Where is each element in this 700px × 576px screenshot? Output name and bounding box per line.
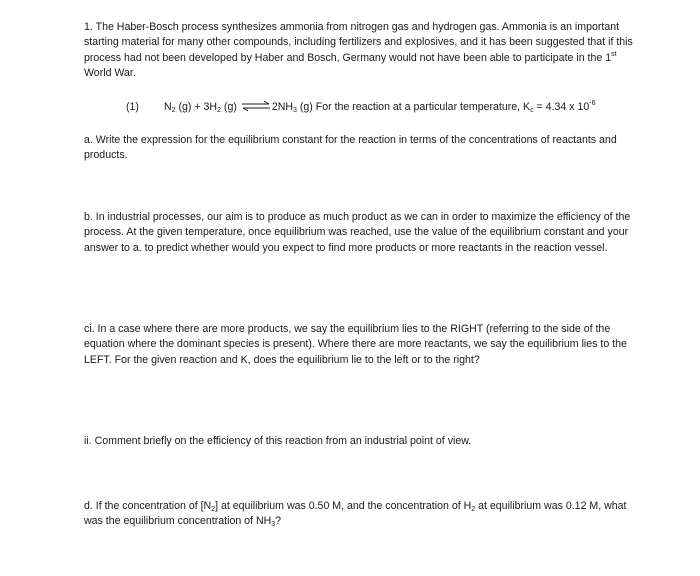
reaction-equation <box>84 100 664 115</box>
h2-state: (g) <box>220 101 240 113</box>
equation-label: (1) <box>126 101 139 113</box>
kc-exponent: -6 <box>589 100 596 107</box>
question-b: b. In industrial processes, our aim is to produce as much product as we can in order to maximize the efficiency of the process. At the given temperature, once equilibrium was reached, use the value of the equilibrium constant and your answer to a. to predict whether would you expect to find more products or more reactants in the reaction vessel. <box>84 211 631 254</box>
kc-subscript: c <box>530 107 534 114</box>
question-d <box>84 499 644 530</box>
n2-subscript: 2 <box>171 107 176 114</box>
equation-text: (g) For the reaction at a particular temperature, K <box>296 101 531 113</box>
equilibrium-arrows-icon <box>241 100 271 112</box>
h2-subscript: 2 <box>217 107 221 114</box>
question-ci: ci. In a case where there are more products, we say the equilibrium lies to the RIGHT (referring to the side of the equation where the dominant species is present). Where there are more reactants, we say the equilibrium lies to the LEFT. For the given reaction and K, does the equilibrium lie to the left or to the right? <box>84 323 627 366</box>
question-d-text-1: d. If the concentration of [N <box>84 500 212 512</box>
ordinal-suffix: st <box>611 50 617 58</box>
question-cii: ii. Comment briefly on the efficiency of this reaction from an industrial point of view. <box>84 435 472 447</box>
question-d-text-4: ? <box>275 515 282 528</box>
kc-value: = 4.34 x 10 <box>533 101 590 113</box>
problem-intro <box>84 20 644 82</box>
h2-subscript: 2 <box>471 506 476 513</box>
n2-symbol: N <box>164 101 172 113</box>
question-d-text-2: ] at equilibrium was 0.50 M, and the concentration of H <box>215 500 472 512</box>
nh3-subscript: 3 <box>293 107 297 114</box>
problem-number: 1. <box>84 21 93 33</box>
nh3-subscript: 3 <box>271 521 276 529</box>
n2-subscript: 2 <box>211 506 216 513</box>
question-d-text-3: at equilibrium was 0.12 M, what was the equilibrium concentration of NH <box>84 500 627 528</box>
question-a: a. Write the expression for the equilibrium constant for the reaction in terms of the concentrations of reactants and products. <box>84 134 617 162</box>
product-symbol: 2NH <box>271 101 294 113</box>
intro-text: The Haber-Bosch process synthesizes ammonia from nitrogen gas and hydrogen gas. Ammonia is an important starting material for many other compounds, including fertilizers and explosives, and it has been suggested that if this process had not been developed by Haber and Bosch, Germany would not have been able to participate in the 1 <box>84 21 633 64</box>
intro-text-end: World War. <box>84 67 136 80</box>
reactant-text: (g) + 3H <box>175 101 218 113</box>
